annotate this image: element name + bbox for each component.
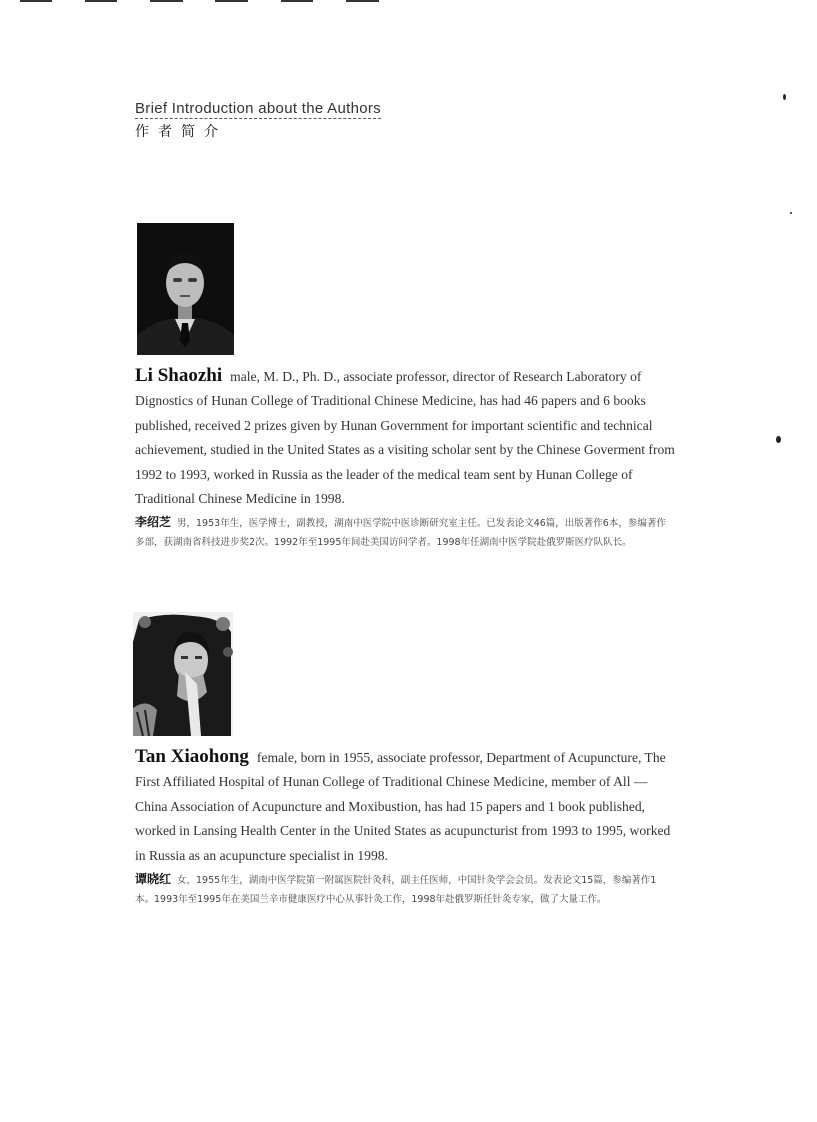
top-scan-rules (20, 0, 390, 3)
bio-en (135, 745, 675, 868)
author-bio-li-shaozhi (135, 364, 675, 552)
bio-text-en: male, M. D., Ph. D., associate professor, director of Research Laboratory of Dignostics of Hunan College of Traditional Chinese Medicine, has had 46 papers and 6 books published, received 2 prizes given by Hunan Government for important scientific and technical achievement, studied in the United States as a visiting scholar sent by the Chinese Goverment from 1992 to 1993, worked in Russia as the leader of the medical team sent by Hunan College of Traditional Chinese Medicine in 1998. (135, 369, 675, 507)
bio-zh (135, 870, 675, 909)
section-title-en: Brief Introduction about the Authors (135, 100, 381, 117)
scan-speck (776, 436, 781, 443)
bio-text-en: female, born in 1955, associate professor, Department of Acupuncture, The First Affiliated Hospital of Hunan College of Traditional Chinese Medicine, member of All — China Association of Acupuncture and Moxibustion, has had 15 papers and 1 book published, worked in Lansing Health Center in the United States as acupuncturist from 1993 to 1995, worked in Russia as an acupuncture specialist in 1998. (135, 750, 671, 863)
author-name-zh: 李绍芝 (135, 515, 172, 530)
author-name: Li Shaozhi (135, 365, 223, 386)
scan-speck (783, 94, 786, 100)
section-header (135, 100, 381, 141)
bio-zh (135, 513, 675, 552)
author-bio-tan-xiaohong (135, 745, 675, 909)
bio-text-zh: 女，1955年生，湖南中医学院第一附属医院针灸科，副主任医师，中国针灸学会会员。发表论文15篇，参编著作1本。1993年至1995年在美国兰辛市健康医疗中心从事针灸工作，1998年赴俄罗斯任针灸专家，做了大量工作。 (135, 875, 657, 906)
bio-en (135, 364, 675, 511)
author-photo-tan-xiaohong (133, 612, 233, 736)
scan-speck (790, 212, 792, 214)
bio-text-zh: 男，1953年生，医学博士，副教授，湖南中医学院中医诊断研究室主任。已发表论文46篇，出版著作6本，参编著作多部，获湖南省科技进步奖2次。1992年至1995年间赴美国访问学者。1998年任湖南中医学院赴俄罗斯医疗队队长。 (135, 518, 666, 549)
author-photo-li-shaozhi (137, 223, 234, 355)
author-name-zh: 谭晓红 (135, 872, 172, 887)
author-name: Tan Xiaohong (135, 746, 249, 767)
section-title-zh: 作者简介 (135, 124, 227, 140)
